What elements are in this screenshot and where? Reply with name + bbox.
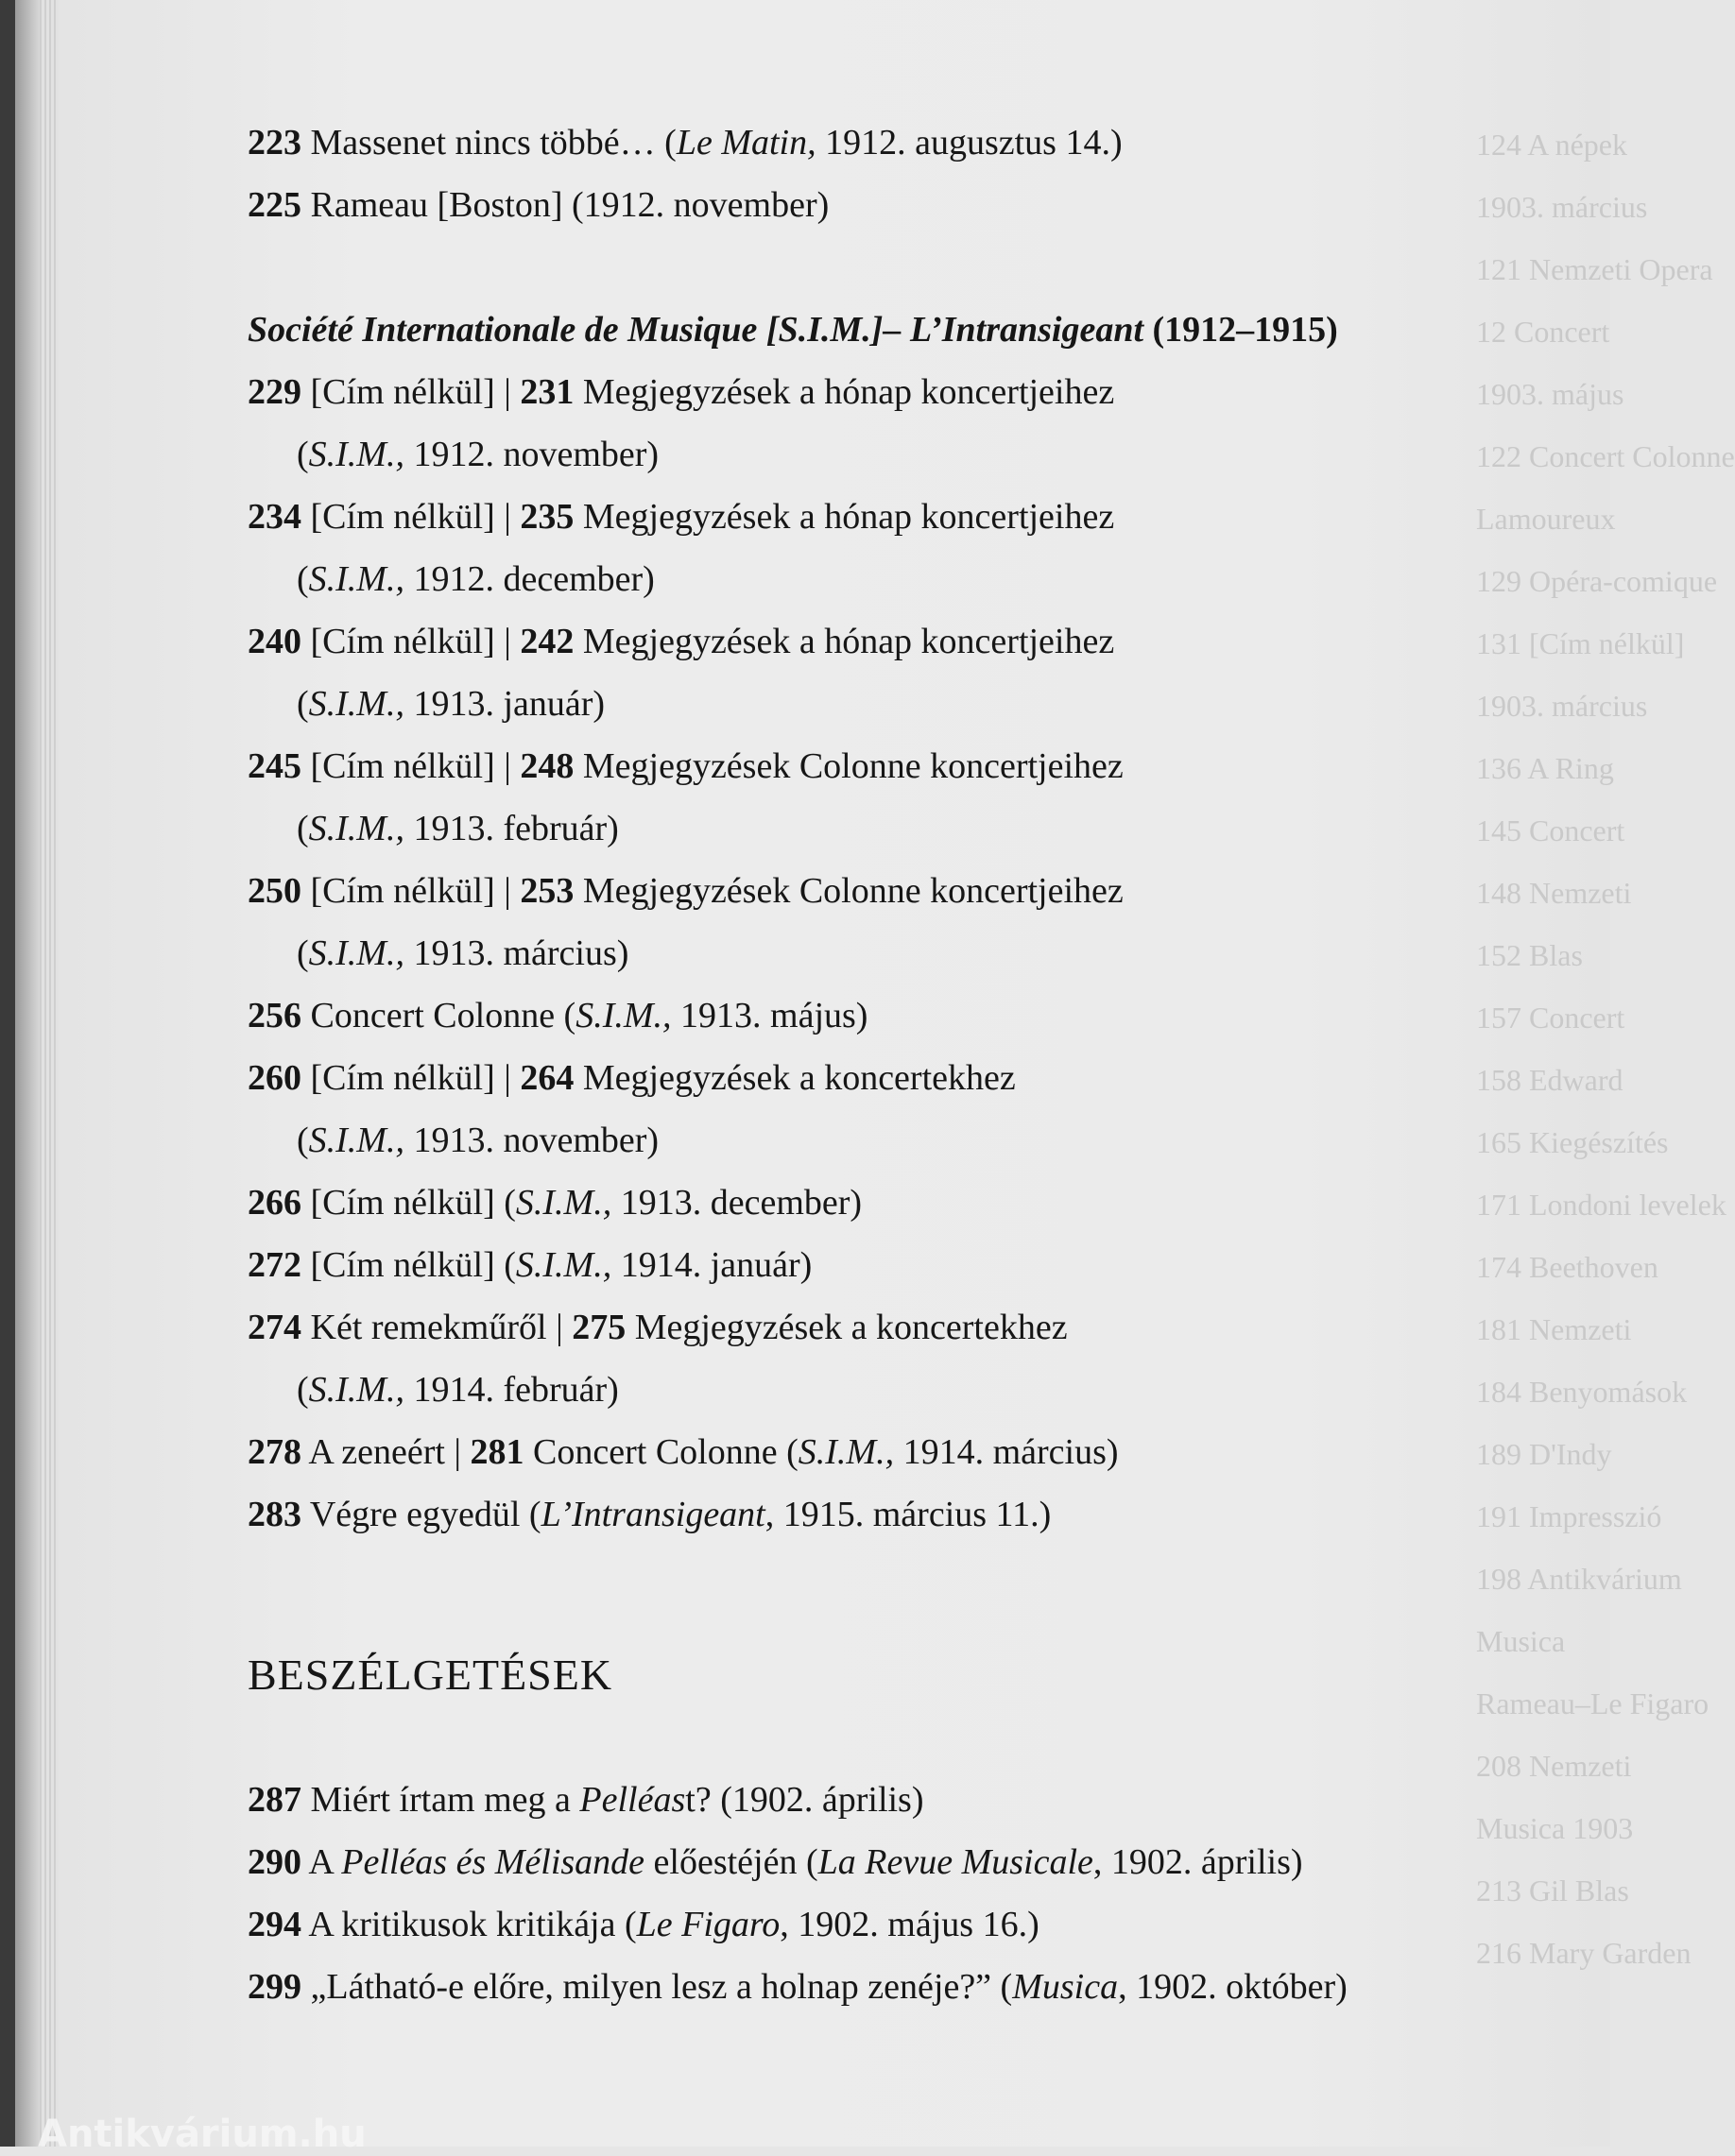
watermark: Antikvárium.hu (38, 2113, 367, 2156)
toc-entry-274[interactable]: 274 Két remekműről | 275 Megjegyzések a koncertekhez (248, 1308, 1068, 1347)
toc-entry-272[interactable]: 272 [Cím nélkül] (S.I.M., 1914. január) (248, 1245, 813, 1285)
toc-entry-223[interactable]: 223 Massenet nincs többé… (Le Matin, 1912. augusztus 14.) (248, 123, 1123, 163)
toc-entry-245[interactable]: 245 [Cím nélkül] | 248 Megjegyzések Colonne koncertjeihez (248, 746, 1124, 786)
toc-entry-290[interactable]: 290 A Pelléas és Mélisande előestéjén (La Revue Musicale, 1902. április) (248, 1842, 1303, 1882)
toc-entry-294[interactable]: 294 A kritikusok kritikája (Le Figaro, 1902. május 16.) (248, 1905, 1039, 1944)
toc-entry-245-source: (S.I.M., 1913. február) (297, 809, 619, 848)
toc-entry-240[interactable]: 240 [Cím nélkül] | 242 Megjegyzések a hónap koncertjeihez (248, 622, 1115, 661)
toc-entry-250[interactable]: 250 [Cím nélkül] | 253 Megjegyzések Colonne koncertjeihez (248, 871, 1124, 911)
toc-entry-260[interactable]: 260 [Cím nélkül] | 264 Megjegyzések a koncertekhez (248, 1058, 1016, 1098)
toc-entry-299[interactable]: 299 „Látható-e előre, milyen lesz a holnap zenéje?” (Musica, 1902. október) (248, 1967, 1348, 2007)
toc-entry-274-source: (S.I.M., 1914. február) (297, 1370, 619, 1410)
toc-entry-278[interactable]: 278 A zeneért | 281 Concert Colonne (S.I.M., 1914. március) (248, 1432, 1119, 1472)
toc-entry-260-source: (S.I.M., 1913. november) (297, 1121, 660, 1160)
toc-entry-234[interactable]: 234 [Cím nélkül] | 235 Megjegyzések a hónap koncertjeihez (248, 497, 1115, 537)
toc-entry-256[interactable]: 256 Concert Colonne (S.I.M., 1913. május) (248, 996, 868, 1035)
spacer (248, 236, 1495, 299)
toc-entry-229-source: (S.I.M., 1912. november) (297, 435, 660, 474)
toc-entry-240-source: (S.I.M., 1913. január) (297, 684, 606, 724)
bleed-through-text: 124 A népek 1903. március 121 Nemzeti Opera 12 Concert 1903. május 122 Concert Colonne Lamoureux 129 Opéra-comique 131 [Cím nélkül] 1903. március 136 A Ring 145 Concert 148 Nemzeti 152 Blas 157 Concert 158 Edward 165 Kiegészítés 171 Londoni levelek 174 Beethoven 181 Nemzeti 184 Benyomások 189 D'Indy 191 Impresszió 198 Antikvárium Musica Rameau–Le Figaro 208 Nemzeti Musica 1903 213 Gil Blas 216 Mary Garden (1476, 128, 1735, 1970)
toc-entry-229[interactable]: 229 [Cím nélkül] | 231 Megjegyzések a hónap koncertjeihez (248, 372, 1115, 412)
book-spine-shadow (0, 0, 15, 2147)
toc-entry-283[interactable]: 283 Végre egyedül (L’Intransigeant, 1915. március 11.) (248, 1495, 1052, 1534)
section-heading-beszelgetesek: BESZÉLGETÉSEK (248, 1651, 613, 1699)
page-edges (40, 0, 59, 2147)
table-of-contents (248, 111, 1495, 2018)
toc-entry-225[interactable]: 225 Rameau [Boston] (1912. november) (248, 185, 830, 225)
section-heading-sim: Société Internationale de Musique [S.I.M.]– L’Intransigeant (1912–1915) (248, 310, 1338, 350)
toc-entry-266[interactable]: 266 [Cím nélkül] (S.I.M., 1913. december) (248, 1183, 863, 1223)
toc-entry-234-source: (S.I.M., 1912. december) (297, 559, 655, 599)
toc-entry-287[interactable]: 287 Miért írtam meg a Pelléast? (1902. április) (248, 1780, 924, 1820)
toc-entry-250-source: (S.I.M., 1913. március) (297, 933, 629, 973)
book-gutter (15, 0, 40, 2147)
